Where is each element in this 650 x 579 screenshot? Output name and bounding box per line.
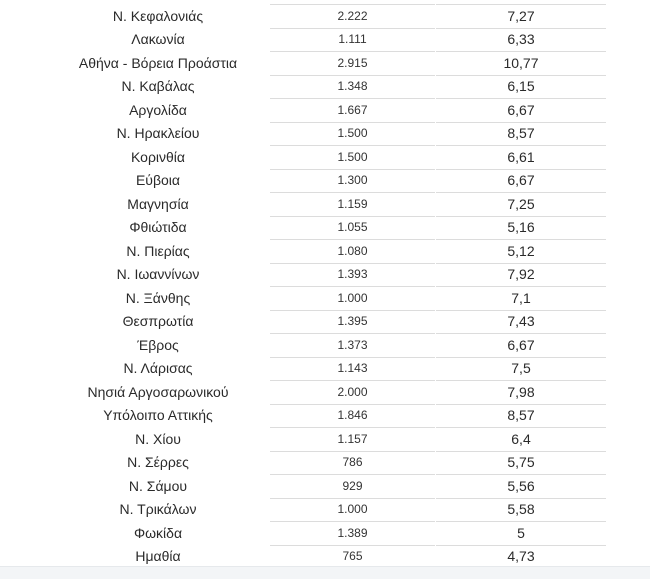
region-cell: Αθήνα - Βόρεια Προάστια <box>78 54 238 71</box>
table-row <box>0 428 650 452</box>
value-cell: 1.393 <box>270 263 435 287</box>
table-row <box>0 169 650 193</box>
ratio-cell: 6,67 <box>436 169 606 193</box>
table-row <box>0 475 650 499</box>
ratio-cell: 5,56 <box>436 475 606 499</box>
value-cell: 1.500 <box>270 122 435 146</box>
value-cell: 1.373 <box>270 334 435 358</box>
region-cell: Ν. Ξάνθης <box>125 289 191 306</box>
region-cell: Ν. Σέρρες <box>127 454 189 470</box>
region-cell: Αργολίδα <box>129 101 187 118</box>
ratio-cell: 10,77 <box>436 52 606 76</box>
value-cell: 1.500 <box>270 146 435 170</box>
value-cell: 1.143 <box>270 357 435 381</box>
table-row <box>0 404 650 428</box>
value-cell: 1.000 <box>270 287 435 311</box>
value-cell: 1.111 <box>270 28 435 52</box>
ratio-cell: 7,1 <box>436 287 606 311</box>
value-cell: 1.389 <box>270 522 435 546</box>
value-cell: 1.157 <box>270 428 435 452</box>
region-cell: Μαγνησία <box>127 195 189 212</box>
value-cell: 1.000 <box>270 498 435 522</box>
table-row <box>0 193 650 217</box>
region-cell: Ν. Ιωαννίνων <box>116 266 200 282</box>
region-cell: Θεσπρωτία <box>122 313 194 329</box>
value-cell: 929 <box>270 475 435 499</box>
ratio-cell: 6,67 <box>436 334 606 358</box>
value-cell: 1.159 <box>270 193 435 217</box>
region-cell: Νησιά Αργοσαρωνικού <box>87 383 229 400</box>
table-row <box>0 451 650 475</box>
table-row <box>0 5 650 29</box>
value-cell: 1.846 <box>270 404 435 428</box>
value-cell: 1.055 <box>270 216 435 240</box>
region-cell: Ν. Λάρισας <box>123 360 193 376</box>
ratio-cell: 5,16 <box>436 216 606 240</box>
region-cell: Έβρος <box>137 336 179 353</box>
region-cell: Εύβοια <box>135 172 181 188</box>
value-cell: 786 <box>270 451 435 475</box>
ratio-cell: 6,61 <box>436 146 606 170</box>
ratio-cell: 8,57 <box>436 404 606 428</box>
ratio-cell: 7,43 <box>436 310 606 334</box>
value-cell: 765 <box>270 545 435 566</box>
value-cell: 2.222 <box>270 5 435 29</box>
region-cell: Ν. Χίου <box>135 430 181 447</box>
ratio-cell: 5,75 <box>436 451 606 475</box>
ratio-cell: 6,4 <box>436 428 606 452</box>
page-bottom-bar <box>0 566 650 579</box>
region-cell: Ν. Τρικάλων <box>119 501 197 517</box>
region-cell: Κορινθία <box>130 148 186 165</box>
table-row <box>0 522 650 546</box>
table-row <box>0 75 650 99</box>
region-cell: Υπόλοιπο Αττικής <box>103 407 213 423</box>
value-cell: 2.000 <box>270 381 435 405</box>
ratio-cell: 7,98 <box>436 381 606 405</box>
table-row <box>0 287 650 311</box>
table-row <box>0 52 650 76</box>
value-cell: 2.915 <box>270 52 435 76</box>
ratio-cell: 4,73 <box>436 545 606 566</box>
region-cell: Φωκίδα <box>133 524 183 541</box>
value-cell: 1.080 <box>270 240 435 264</box>
ratio-cell: 7,25 <box>436 193 606 217</box>
table-row <box>0 381 650 405</box>
region-cell: Ημαθία <box>135 548 181 564</box>
value-cell: 1.300 <box>270 169 435 193</box>
region-cell: Ν. Ηρακλείου <box>116 125 200 141</box>
table-row <box>0 146 650 170</box>
table-row <box>0 498 650 522</box>
table-row <box>0 99 650 123</box>
value-cell: 1.395 <box>270 310 435 334</box>
table-row <box>0 122 650 146</box>
table-row <box>0 310 650 334</box>
ratio-cell: 7,5 <box>436 357 606 381</box>
table-row <box>0 216 650 240</box>
table-row <box>0 263 650 287</box>
ratio-cell: 6,33 <box>436 28 606 52</box>
table-row <box>0 240 650 264</box>
ratio-cell: 6,15 <box>436 75 606 99</box>
ratio-cell: 5 <box>436 522 606 546</box>
value-cell: 1.348 <box>270 75 435 99</box>
ratio-cell: 6,67 <box>436 99 606 123</box>
table-row <box>0 357 650 381</box>
region-cell: Ν. Καβάλας <box>121 78 195 94</box>
region-cell: Ν. Κεφαλονιάς <box>112 7 204 24</box>
ratio-cell: 7,27 <box>436 5 606 29</box>
region-cell: Λακωνία <box>131 31 185 47</box>
region-cell: Ν. Πιερίας <box>126 242 190 259</box>
ratio-cell: 7,92 <box>436 263 606 287</box>
region-cell: Ν. Σάμου <box>128 477 188 494</box>
ratio-cell: 5,12 <box>436 240 606 264</box>
table-row <box>0 334 650 358</box>
table-row <box>0 28 650 52</box>
ratio-cell: 8,57 <box>436 122 606 146</box>
ratio-cell: 5,58 <box>436 498 606 522</box>
region-cell: Φθιώτιδα <box>129 219 187 235</box>
value-cell: 1.667 <box>270 99 435 123</box>
table-row <box>0 545 650 566</box>
